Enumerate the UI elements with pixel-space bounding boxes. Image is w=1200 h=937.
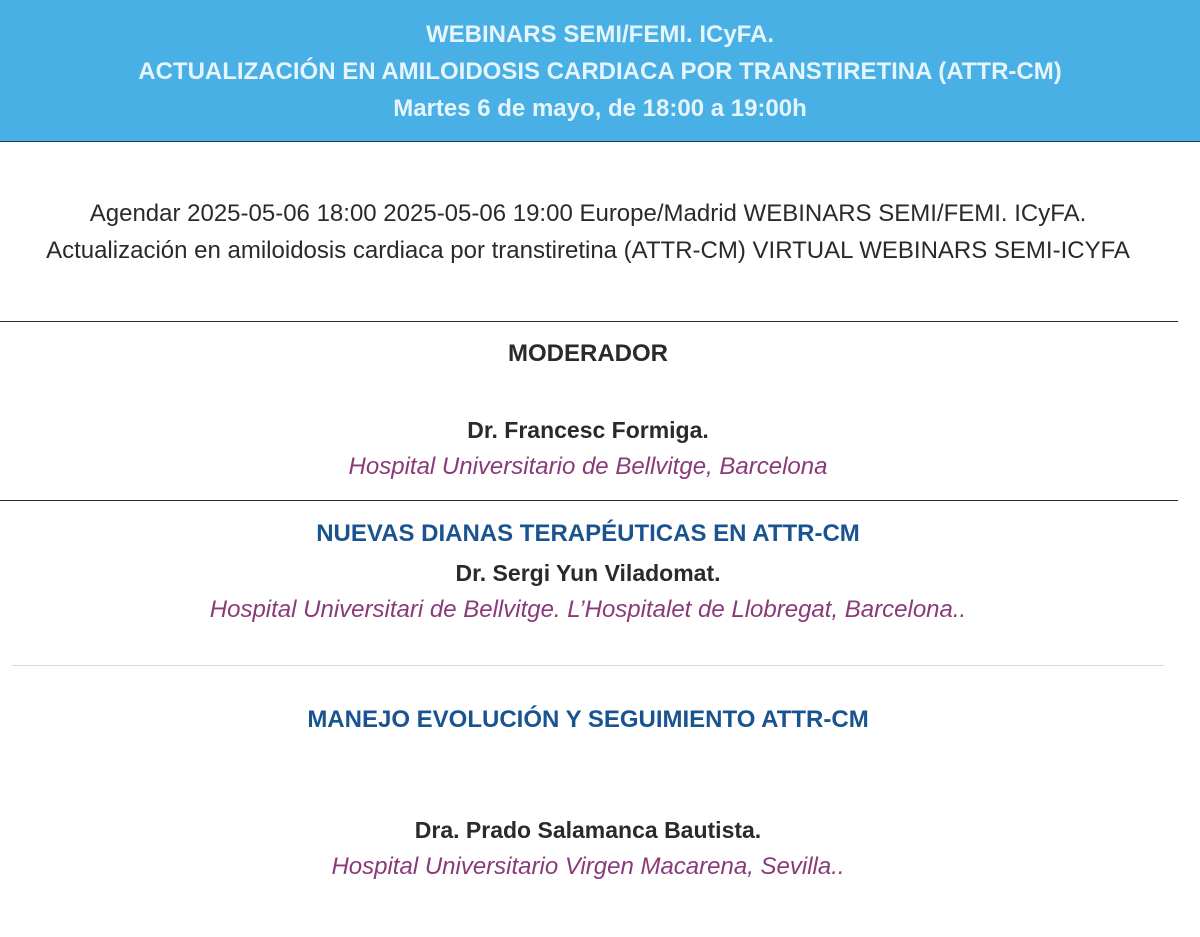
event-header — [0, 0, 1200, 142]
moderator-heading: MODERADOR — [508, 340, 668, 367]
talk-title: NUEVAS DIANAS TERAPÉUTICAS EN ATTR-CM — [316, 520, 860, 547]
add-to-calendar-link[interactable]: Agendar 2025-05-06 18:00 2025-05-06 19:00 Europe/Madrid WEBINARS SEMI/FEMI. ICyFA. Actualización en amiloidosis cardiaca por transtiretina (ATTR-CM) VIRTUAL WEBINARS SEMI-ICYFA — [46, 200, 1130, 264]
talk-speaker-institution: Hospital Universitario Virgen Macarena, Sevilla.. — [331, 853, 845, 880]
divider — [0, 500, 1178, 501]
header-event-title: ACTUALIZACIÓN EN AMILOIDOSIS CARDIACA POR TRANSTIRETINA (ATTR-CM) — [138, 58, 1062, 85]
talk-speaker: Dr. Sergi Yun Viladomat. — [455, 560, 721, 586]
talk-title: MANEJO EVOLUCIÓN Y SEGUIMIENTO ATTR-CM — [307, 706, 869, 733]
moderator-name: Dr. Francesc Formiga. — [467, 417, 709, 443]
divider — [0, 321, 1178, 322]
talk-speaker-institution: Hospital Universitari de Bellvitge. L’Hospitalet de Llobregat, Barcelona.. — [209, 596, 967, 623]
moderator-institution: Hospital Universitario de Bellvitge, Barcelona — [348, 453, 828, 480]
divider — [12, 665, 1164, 666]
header-event-date: Martes 6 de mayo, de 18:00 a 19:00h — [393, 95, 807, 122]
talk-speaker: Dra. Prado Salamanca Bautista. — [414, 817, 762, 843]
header-series-title: WEBINARS SEMI/FEMI. ICyFA. — [425, 21, 775, 48]
